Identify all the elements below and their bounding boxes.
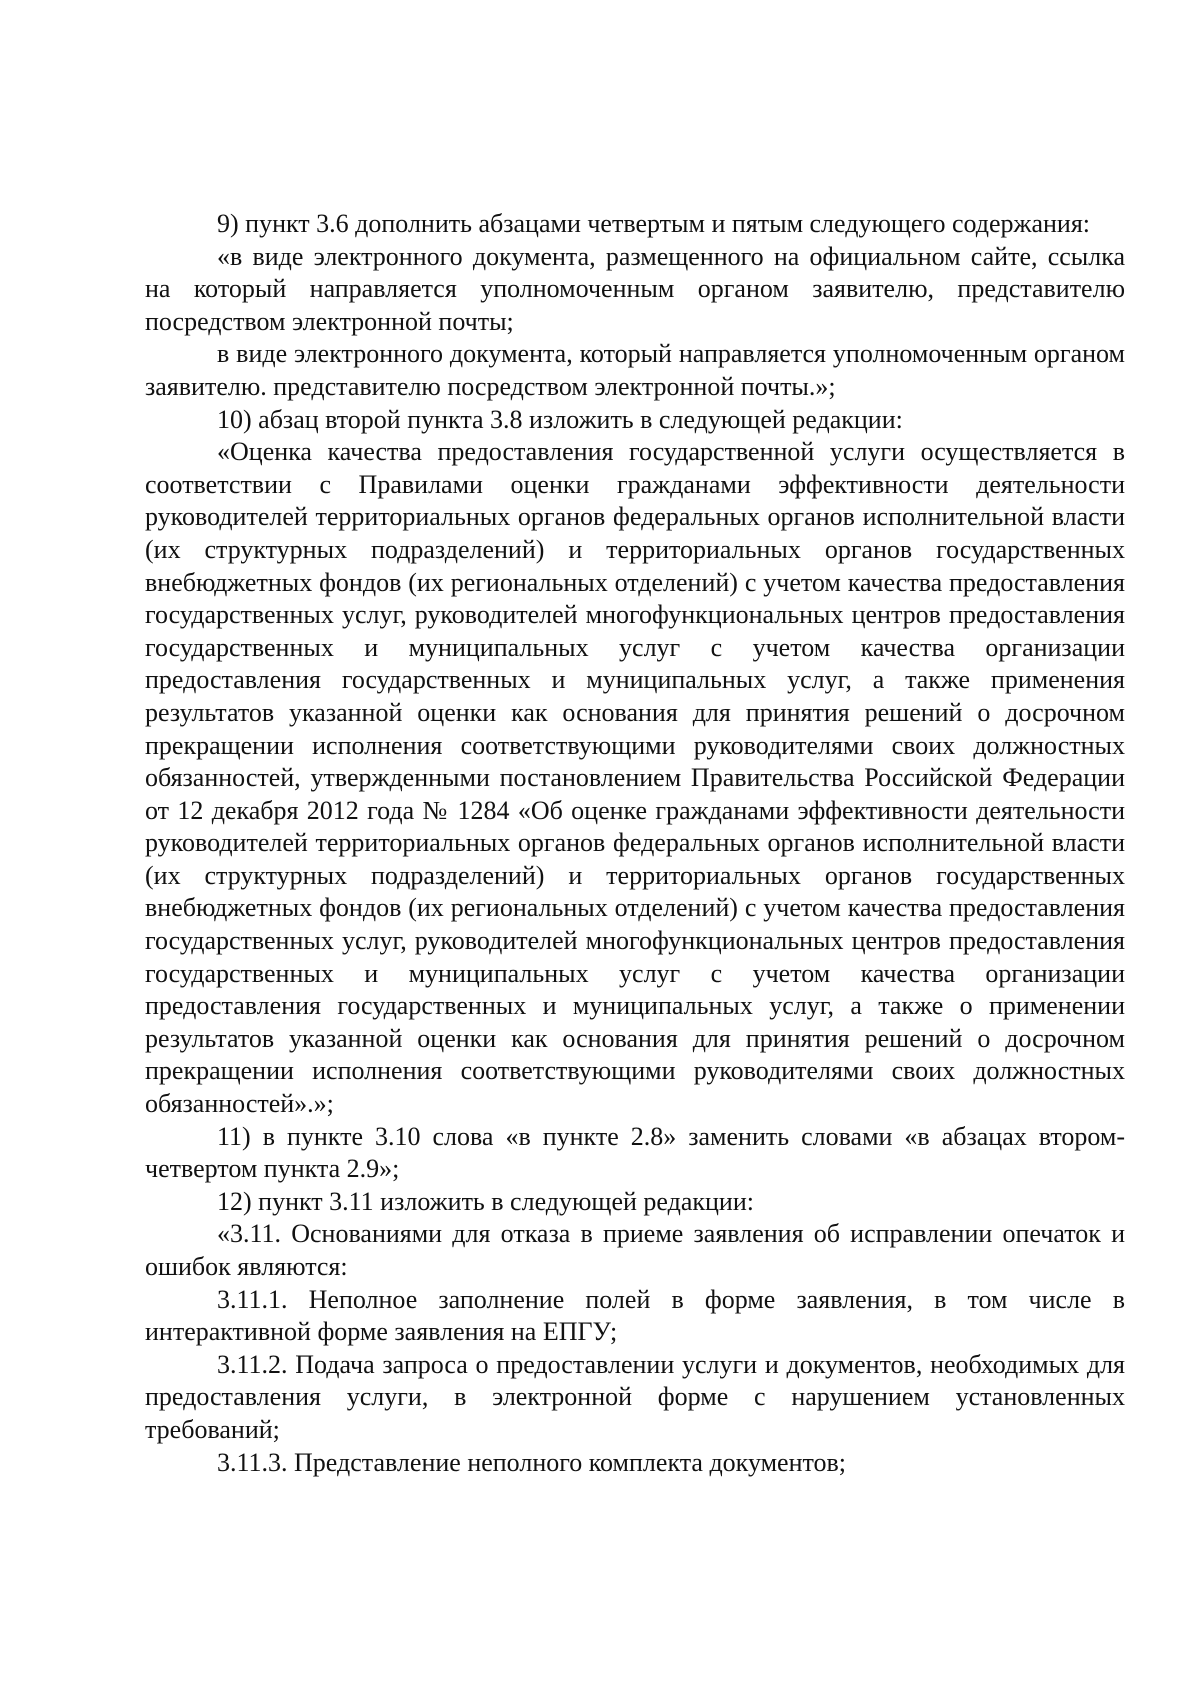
- paragraph-quote-website: «в виде электронного документа, размещенного на официальном сайте, ссылка на который направляется уполномоченным органом заявителю, представителю посредством электронной почты;: [145, 241, 1125, 336]
- paragraph-quality-assessment: «Оценка качества предоставления государственной услуги осуществляется в соответствии с Правилами оценки гражданами эффективности деятельности руководителей территориальных органов федеральных органов исполнительной власти (их структурных подразделений) и территориальных органов государственных внебюджетных фондов (их региональных отделений) с учетом качества предоставления государственных услуг, руководителей многофункциональных центров предоставления государственных и муниципальных услуг с учетом качества организации предоставления государственных и муниципальных услуг, а также применения результатов указанной оценки как основания для принятия решений о досрочном прекращении исполнения соответствующими руководителями своих должностных обязанностей, утвержденными постановлением Правительства Российской Федерации от 12 декабря 2012 года № 1284 «Об оценке гражданами эффективности деятельности руководителей территориальных органов федеральных органов исполнительной власти (их структурных подразделений) и территориальных органов государственных внебюджетных фондов (их региональных отделений) с учетом качества предоставления государственных услуг, руководителей многофункциональных центров предоставления государственных и муниципальных услуг с учетом качества организации предоставления государственных и муниципальных услуг, а также о применении результатов указанной оценки как основания для принятия решений о досрочном прекращении исполнения соответствующими руководителями своих должностных обязанностей».»;: [145, 437, 1125, 1119]
- paragraph-item-9: 9) пункт 3.6 дополнить абзацами четвертым и пятым следующего содержания:: [217, 209, 1091, 238]
- paragraph-3-11: «3.11. Основаниями для отказа в приеме заявления об исправлении опечаток и ошибок являются:: [145, 1219, 1125, 1281]
- paragraph-item-10: 10) абзац второй пункта 3.8 изложить в следующей редакции:: [217, 404, 903, 434]
- paragraph-3-11-1: 3.11.1. Неполное заполнение полей в форме заявления, в том числе в интерактивной форме заявления на ЕПГУ;: [145, 1284, 1125, 1347]
- paragraph-quote-email: в виде электронного документа, который направляется уполномоченным органом заявителю. представителю посредством электронной почты.»;: [145, 339, 1125, 401]
- paragraph-3-11-2: 3.11.2. Подача запроса о предоставлении услуги и документов, необходимых для предоставления услуги, в электронной форме с нарушением установленных требований;: [145, 1349, 1125, 1444]
- document-body: [145, 208, 1125, 1479]
- paragraph-3-11-3: 3.11.3. Представление неполного комплекта документов;: [217, 1447, 847, 1477]
- paragraph-item-11: 11) в пункте 3.10 слова «в пункте 2.8» заменить словами «в абзацах втором-четвертом пункта 2.9»;: [145, 1121, 1125, 1184]
- paragraph-item-12: 12) пункт 3.11 изложить в следующей редакции:: [217, 1186, 754, 1216]
